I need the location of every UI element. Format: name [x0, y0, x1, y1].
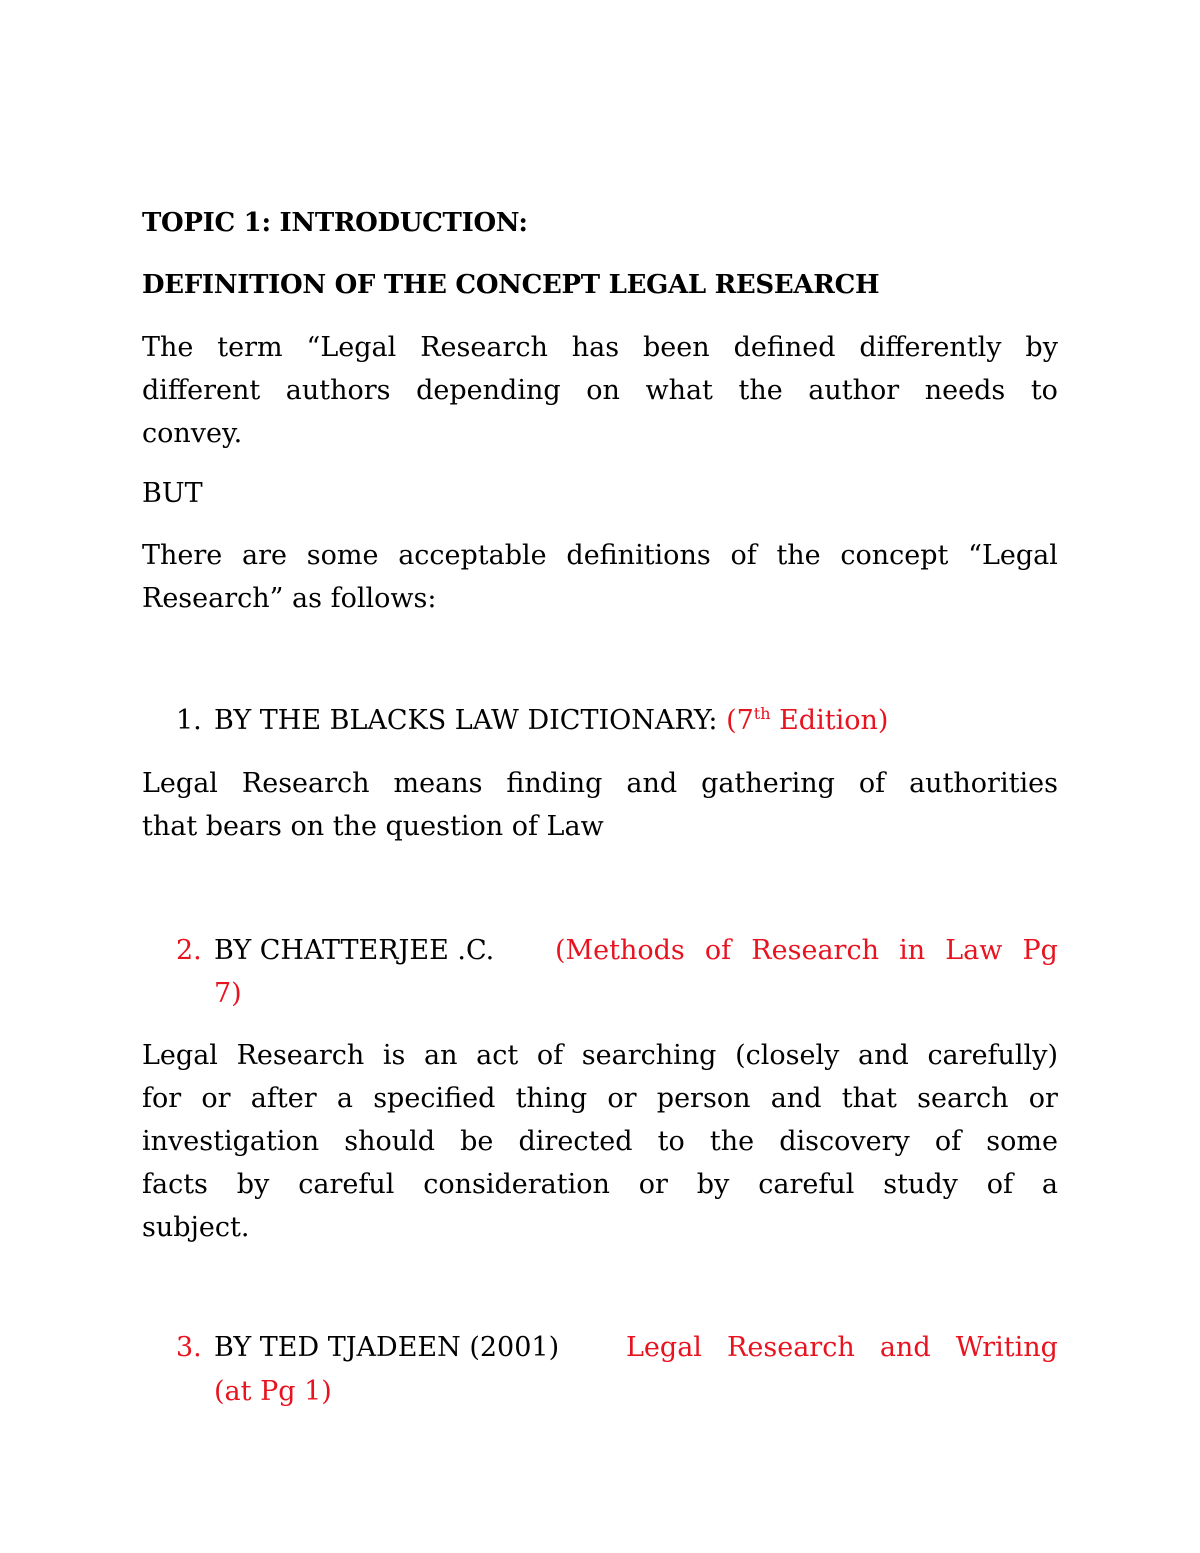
- word: or: [607, 1083, 637, 1114]
- word: been: [643, 332, 710, 363]
- word: authorities: [909, 768, 1058, 799]
- item-source: [626, 1334, 1058, 1361]
- word: by: [236, 1169, 270, 1200]
- word: discovery: [779, 1126, 910, 1157]
- word: defined: [733, 332, 836, 363]
- word: study: [883, 1169, 958, 1200]
- word: “Legal: [306, 332, 397, 363]
- word: person: [656, 1083, 751, 1114]
- definition-heading: DEFINITION OF THE CONCEPT LEGAL RESEARCH: [142, 270, 880, 300]
- acceptable-line-2: Research” as follows:: [142, 583, 437, 614]
- word: and: [626, 768, 678, 799]
- word: (Methods: [555, 935, 685, 966]
- word: acceptable: [398, 540, 547, 571]
- item-source: [726, 705, 888, 736]
- word: Research: [241, 768, 370, 799]
- word: investigation: [142, 1126, 320, 1157]
- word: Legal: [142, 768, 218, 799]
- word: carefully): [927, 1040, 1058, 1071]
- word: consideration: [423, 1169, 610, 1200]
- word: and: [770, 1083, 822, 1114]
- item-2-definition-line-3: [142, 1128, 1058, 1155]
- word: or: [1028, 1083, 1058, 1114]
- word: are: [242, 540, 287, 571]
- word: (closely: [735, 1040, 840, 1071]
- word: specified: [373, 1083, 496, 1114]
- word: definitions: [566, 540, 711, 571]
- item-1-definition-line-1: [142, 770, 1058, 797]
- item-1-definition-line-2: that bears on the question of Law: [142, 811, 604, 842]
- item-2-definition-line-2: [142, 1085, 1058, 1112]
- word: Research: [727, 1332, 855, 1363]
- word: or: [638, 1169, 668, 1200]
- word: for: [142, 1083, 182, 1114]
- word: Research: [236, 1040, 365, 1071]
- item-2-definition-line-1: [142, 1042, 1058, 1069]
- word: There: [142, 540, 223, 571]
- item-label: BY THE BLACKS LAW DICTIONARY:: [214, 705, 718, 736]
- word: of: [986, 1169, 1013, 1200]
- word: finding: [506, 768, 603, 799]
- word: needs: [924, 375, 1006, 406]
- item-2-definition-line-5: subject.: [142, 1212, 250, 1243]
- word: differently: [859, 332, 1002, 363]
- item-heading: [214, 704, 889, 736]
- word: of: [934, 1126, 962, 1157]
- word: the: [738, 375, 783, 406]
- source-superscript: th: [753, 704, 771, 723]
- word: some: [986, 1126, 1058, 1157]
- item-number: 2.: [176, 935, 202, 966]
- intro-line-3: convey.: [142, 418, 243, 449]
- item-heading: [214, 937, 1058, 964]
- word: that: [841, 1083, 897, 1114]
- item-label: BY TED TJADEEN (2001): [214, 1332, 560, 1363]
- item-number: 3.: [176, 1332, 202, 1363]
- word: authors: [285, 375, 391, 406]
- topic-heading: TOPIC 1: INTRODUCTION:: [142, 208, 528, 238]
- word: a: [1041, 1169, 1058, 1200]
- word: depending: [416, 375, 561, 406]
- word: different: [142, 375, 261, 406]
- word: facts: [142, 1169, 208, 1200]
- word: thing: [515, 1083, 588, 1114]
- word: directed: [518, 1126, 633, 1157]
- word: search: [917, 1083, 1009, 1114]
- word: Research: [420, 332, 548, 363]
- item-source: [555, 937, 1058, 964]
- word: what: [645, 375, 713, 406]
- source-text-end: Edition): [770, 705, 889, 736]
- word: by: [696, 1169, 730, 1200]
- acceptable-line-1: [142, 542, 1058, 569]
- word: Legal: [142, 1040, 218, 1071]
- word: after: [250, 1083, 317, 1114]
- item-label: BY CHATTERJEE .C.: [214, 935, 495, 966]
- word: of: [730, 540, 757, 571]
- word: the: [709, 1126, 755, 1157]
- word: act: [476, 1040, 519, 1071]
- word: concept: [840, 540, 949, 571]
- word: and: [879, 1332, 931, 1363]
- word: author: [808, 375, 900, 406]
- word: searching: [581, 1040, 717, 1071]
- word: “Legal: [968, 540, 1058, 571]
- word: gathering: [701, 768, 835, 799]
- item-heading: [214, 1334, 1058, 1361]
- item-source-continued: 7): [214, 978, 242, 1009]
- word: of: [858, 768, 886, 799]
- word: on: [586, 375, 620, 406]
- word: Research: [751, 935, 879, 966]
- word: by: [1025, 332, 1058, 363]
- word: Legal: [626, 1332, 702, 1363]
- word: means: [393, 768, 483, 799]
- word: The: [142, 332, 194, 363]
- word: has: [571, 332, 620, 363]
- intro-line-1: [142, 334, 1058, 361]
- word: Writing: [955, 1332, 1058, 1363]
- word: to: [657, 1126, 685, 1157]
- word: of: [536, 1040, 564, 1071]
- word: is: [382, 1040, 406, 1071]
- word: Law: [945, 935, 1003, 966]
- word: term: [217, 332, 283, 363]
- word: a: [336, 1083, 353, 1114]
- word: careful: [758, 1169, 855, 1200]
- word: and: [858, 1040, 909, 1071]
- word: to: [1030, 375, 1058, 406]
- word: the: [776, 540, 821, 571]
- word: careful: [298, 1169, 395, 1200]
- word: should: [344, 1126, 436, 1157]
- word: in: [899, 935, 926, 966]
- word: an: [424, 1040, 458, 1071]
- item-source-continued: (at Pg 1): [214, 1376, 332, 1407]
- word: some: [306, 540, 379, 571]
- intro-line-2: [142, 377, 1058, 404]
- word: or: [201, 1083, 231, 1114]
- item-number: 1.: [176, 705, 202, 736]
- item-2-definition-line-4: [142, 1171, 1058, 1198]
- but-text: BUT: [142, 478, 203, 509]
- source-text: (7: [726, 705, 754, 736]
- word: of: [704, 935, 732, 966]
- word: be: [460, 1126, 494, 1157]
- word: Pg: [1022, 935, 1058, 966]
